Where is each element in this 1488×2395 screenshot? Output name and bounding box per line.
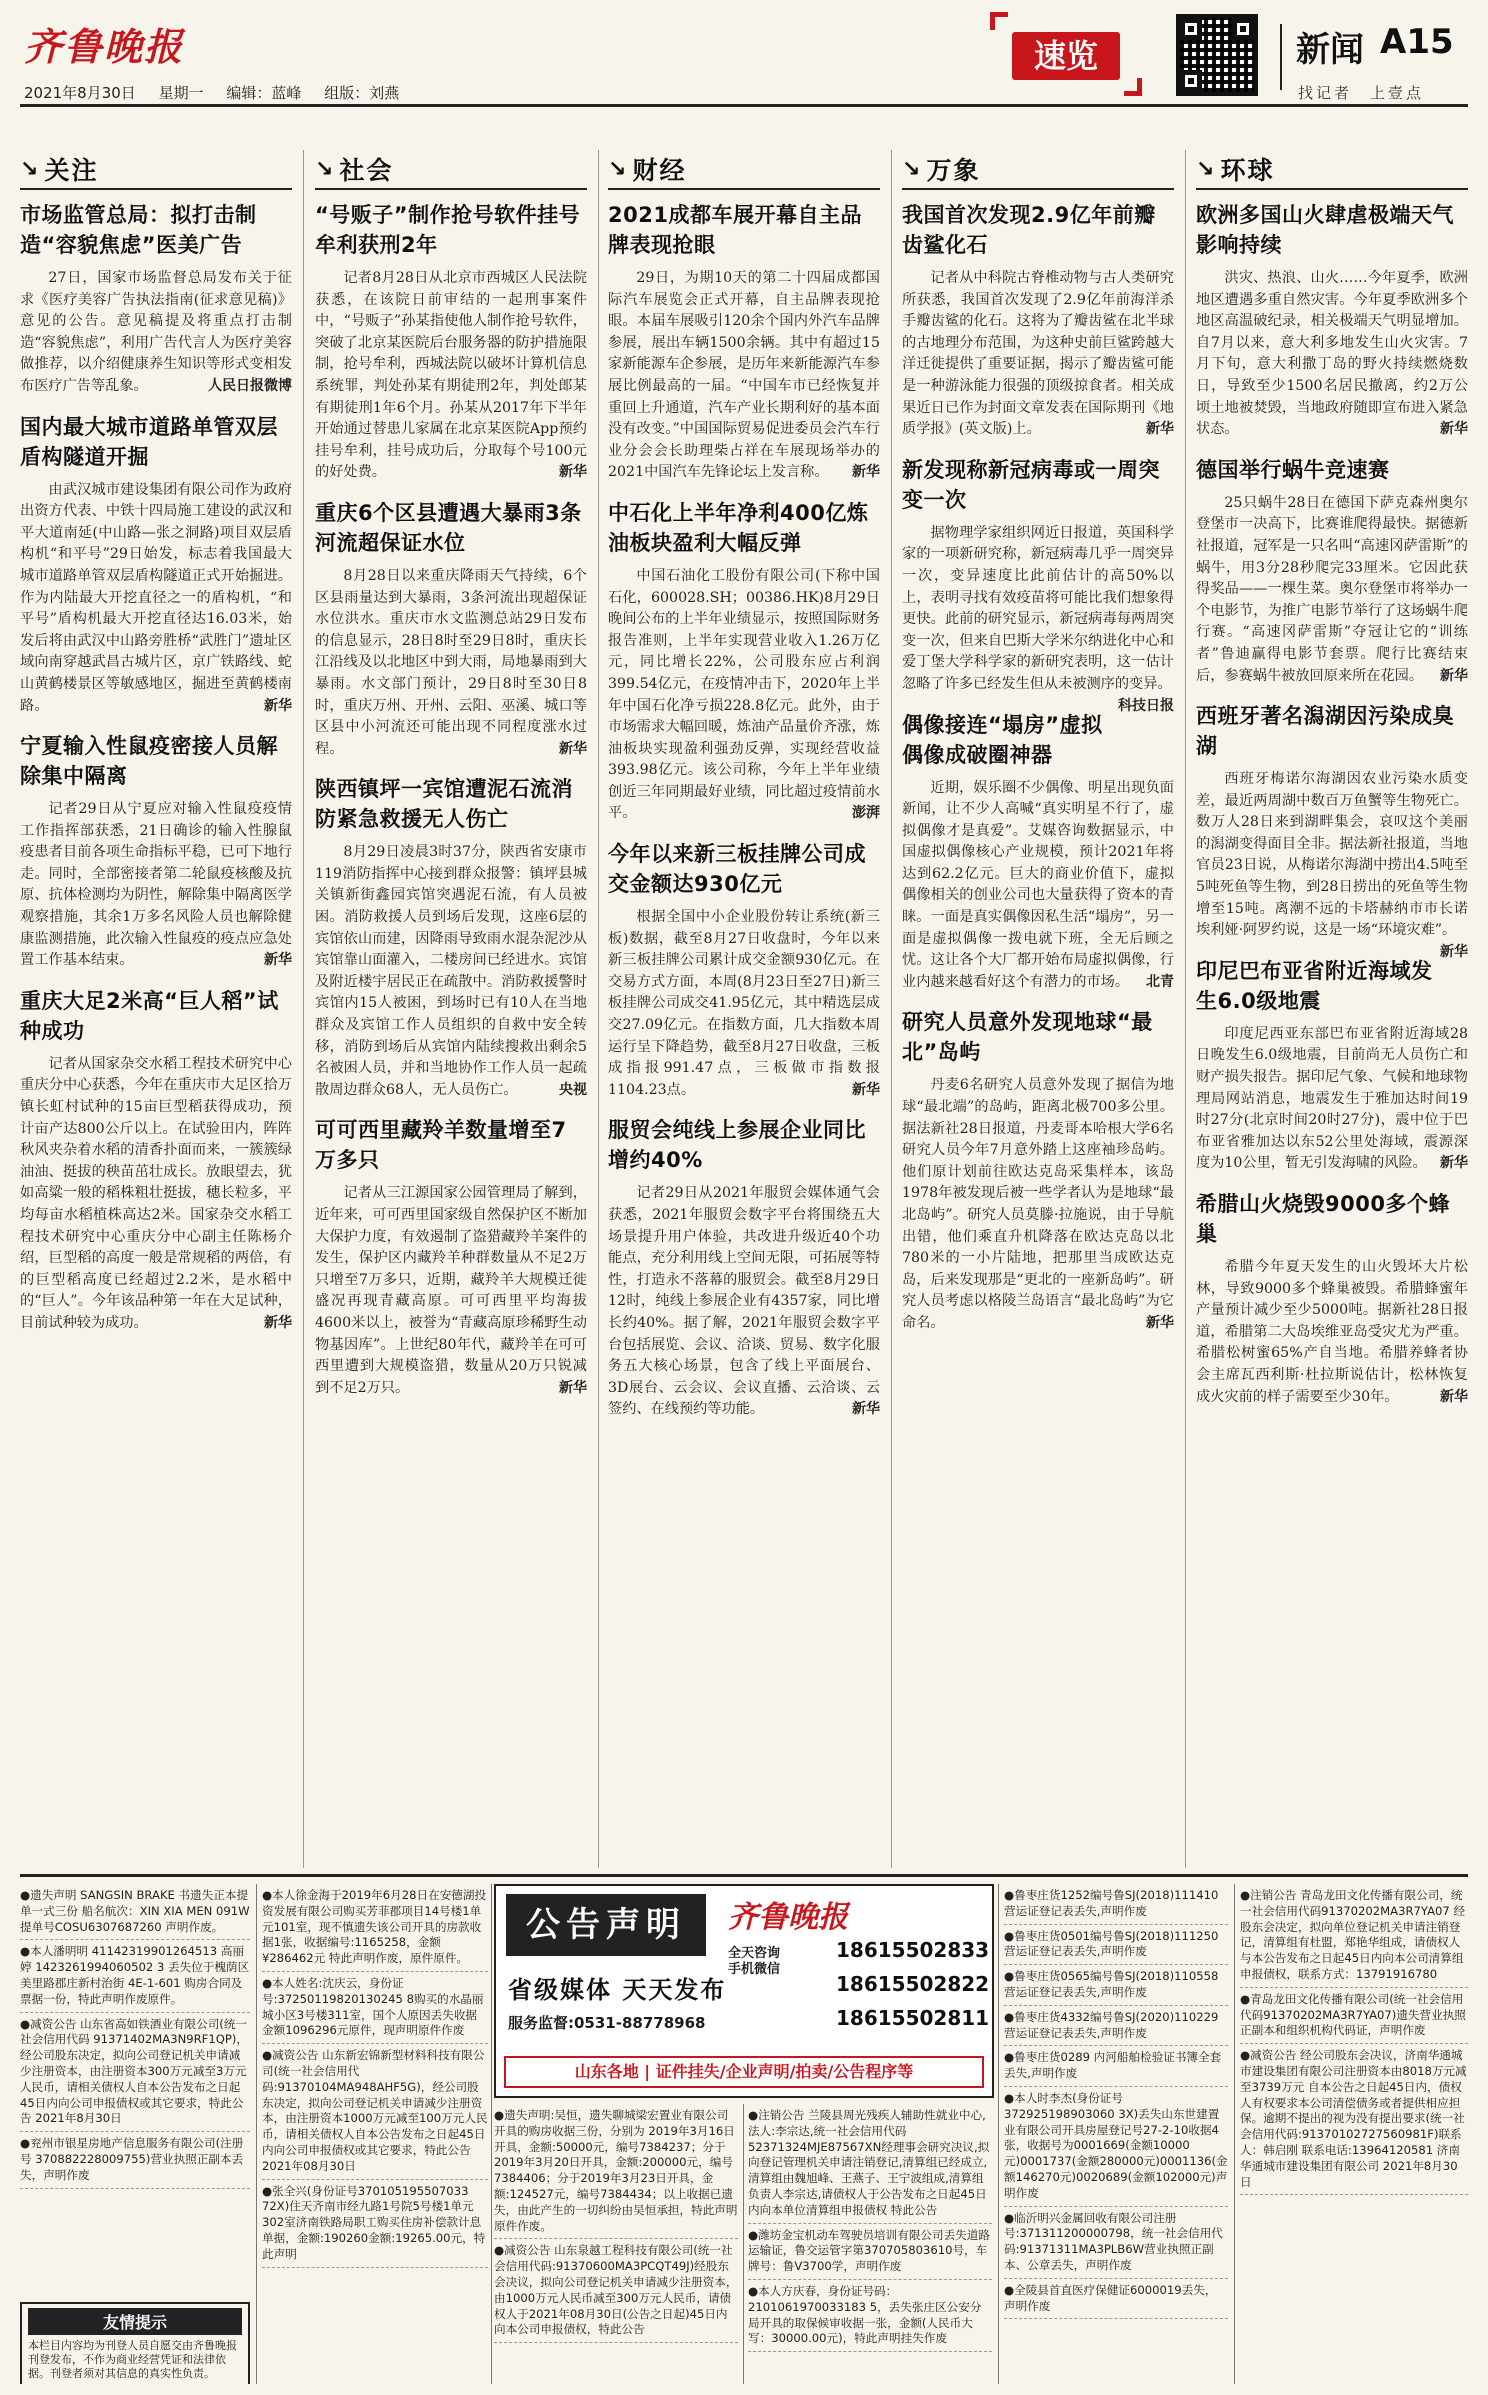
article-source: 新华 [852, 1081, 880, 1098]
column-divider [598, 150, 599, 1868]
article-text: 记者从三江源国家公园管理局了解到，近年来，可可西里国家级自然保护区不断加大保护力度，有效遏制了盗猎藏羚羊案件的发生，保护区内藏羚羊种群数量从不足2万只增至7万多只，近期，藏羚羊大规模迁徙盛况再现青藏高原。可可西里平均海拔4600米以上，被誉为“青藏高原珍稀野生动物基因库”。上世纪80年代，藏羚羊在可可西里遭到大规模盗猎，数量从20万只锐减到不足2万只。 [315, 1185, 587, 1396]
friendly-tip-title: 友情提示 [28, 2308, 242, 2335]
notice-advert-box [494, 1884, 994, 2098]
news-article [1196, 200, 1468, 441]
article-text: 据物理学家组织网近日报道，英国科学家的一项新研究称，新冠病毒几乎一周突异一次，变异速度比此前估计的高50%以上，表明寻找有效疫苗将可能比我们想象得更快。此前的研究显示，新冠病毒每两周突变一次，但来自巴斯大学米尔纳进化中心和爱丁堡大学科学家的新研究表明，这一估计忽略了许多已经发生但从未被测序的变异。 [902, 524, 1174, 692]
article-body [608, 907, 880, 1101]
article-body [20, 1054, 292, 1335]
article-source: 新华 [1440, 421, 1468, 438]
arrow-down-right-icon: ↘ [902, 156, 921, 182]
article-headline[interactable]: 今年以来新三板挂牌公司成交金额达930亿元 [608, 842, 866, 897]
masthead-rule [20, 104, 1468, 107]
corner-bracket-icon [990, 12, 1008, 30]
classified-notice: ●青岛龙田文化传播有限公司(统一社会信用代码91370202MA3R7YA07)遗失营业执照正副本和组织机构代码证，声明作废 [1240, 1988, 1468, 2044]
ads-divider-rule [20, 1874, 1468, 1877]
ads-column-4 [748, 2104, 992, 2384]
classified-notice: ●注销公告 兰陵县周光残疾人辅助性就业中心,法人:李宗达,统一社会信用代码 52371324MJE87567XN经理事会研究决议,拟向登记管理机关申请注销登记,清算组已经成立,清算组由魏旭峰、王燕子、王宁波组成,清算组负责人李宗达,请债权人于公告发布之日起45日内向本单位清算组申报债权 特此公告 [748, 2104, 992, 2224]
ads-column-6 [1240, 1884, 1468, 2384]
article-source: 新华 [1440, 943, 1468, 960]
column-divider [303, 150, 304, 1868]
news-article [20, 200, 292, 398]
article-text: 近期，娱乐圈不少偶像、明星出现负面新闻，让不少人高喊“真实明星不行了，虚拟偶像才是真爱”。艾媒咨询数据显示，中国虚拟偶像核心产业规模，预计2021年将达到62.2亿元。巨大的商业价值下，虚拟偶像相关的创业公司也大量获得了资本的青睐。一面是真实偶像因私生活“塌房”，另一面是虚拟偶像一拨电就下班，全无后顾之忧。这让各个大厂都开始布局虚拟偶像，行业内越来越看好这个有潜力的市场。 [902, 779, 1174, 990]
issue-weekday: 星期一 [158, 84, 204, 102]
article-headline[interactable]: “号贩子”制作抢号软件挂号牟利获刑2年 [315, 203, 581, 257]
classified-notice: ●鲁枣庄货0565编号鲁SJ(2018)110558营运证登记表丢失,声明作废 [1004, 1965, 1228, 2006]
article-body [608, 268, 880, 484]
ads-column-divider [256, 1884, 257, 2384]
article-headline[interactable]: 希腊山火烧毁9000多个蜂巢 [1196, 1192, 1450, 1246]
news-article [1196, 1189, 1468, 1408]
column-header [20, 150, 292, 190]
classified-notice: ●鲁枣庄货0289 内河船舶检验证书簿全套丢失,声明作废 [1004, 2046, 1228, 2087]
classified-notice: ●本人潘明明 41142319901264513 高丽婷 1423261994060502 3 丢失位于槐荫区美里路郡庄新村治街 4E-1-601 购房合同及票据一份，特此声明作废原件。 [20, 1940, 250, 2012]
article-headline[interactable]: 市场监管总局：拟打击制造“容貌焦虑”医美广告 [20, 203, 257, 257]
news-article [1196, 455, 1468, 687]
article-text: 中国石油化工股份有限公司(下称中国石化，600028.SH；00386.HK)8月29日晚间公布的上半年业绩显示，按照国际财务报告准则，上半年实现营业收入1.26万亿元，同比增长22%，公司股东应占利润399.54亿元，在疫情冲击下，2020年上半年中国石化净亏损228.8亿元。此外，由于市场需求大幅回暖，炼油产品量价齐涨，炼油板块实现盈利强劲反弹，实现经营收益393.98亿元。该公司称，今年上半年业绩创近三年同期最好业绩，同比超过疫情前水平。 [608, 567, 880, 822]
classified-notice: ●本人徐金海于2019年6月28日在安德湖投资发展有限公司购买芳菲郡项目14号楼1单元101室，现不慎遗失该公司开具的房款收据1张，收据编号:1165258，金额¥286462元 特此声明作废，原件原件。 [262, 1884, 488, 1972]
reporter-line: 找记者 上壹点 [1298, 84, 1425, 102]
article-text: 洪灾、热浪、山火……今年夏季，欧洲地区遭遇多重自然灾害。今年夏季欧洲多个地区高温破纪录，相关极端天气明显增加。自7月以来，意大利多地发生山火灾害。7月下旬，意大利撒丁岛的野火持续燃烧数日，导致至少1500名居民撤离，约2万公顷土地被焚毁，当地政府随即宣布进入紧急状态。 [1196, 270, 1468, 438]
advert-phone-1[interactable]: 18615502833 [836, 1938, 990, 1962]
article-text: 记者8月28日从北京市西城区人民法院获悉，在该院日前审结的一起刑事案件中，“号贩子”孙某指使他人制作抢号软件，突破了北京某医院后台服务器的防护措施限制，抢号牟利，西城法院以破坏计算机信息系统罪，判处孙某有期徒刑2年，判处郎某有期徒刑1年6个月。孙某从2017年下半年开始通过替患儿家属在北京某医院App预约挂号牟利，挂号成功后，分取每个号100元的好处费。 [315, 270, 587, 481]
column-title: 环球 [1220, 156, 1275, 185]
article-source: 新华 [1146, 421, 1174, 438]
article-body [1196, 268, 1468, 441]
ads-column-2 [262, 1884, 488, 2384]
article-source: 新华 [1440, 1388, 1468, 1405]
issue-line [24, 82, 417, 103]
classified-notice: ●鲁枣庄货4332编号鲁SJ(2020)110229营运证登记表丢失,声明作废 [1004, 2006, 1228, 2047]
news-article [608, 498, 880, 825]
article-headline[interactable]: 我国首次发现2.9亿年前瓣齿鲨化石 [902, 203, 1156, 257]
classified-notice: ●本人方庆春，身份证号码：2101061970033183 5，丢失张庄区公安分局开具的取保候审收据一张，金额(人民币大写：30000.00元)，特此声明挂失作废 [748, 2280, 992, 2352]
article-headline[interactable]: 印尼巴布亚省附近海域发生6.0级地震 [1196, 958, 1433, 1013]
news-column [20, 150, 292, 1868]
classified-notice: ●减资公告 山东省高如铁酒业有限公司(统一社会信用代码 91371402MA3N9RF1QP)，经公司股东决定，拟向公司登记机关申请减少注册资本，由注册资本300万元减至3万元人民币，请相关债权人自本公告发布之日起45日内向公司申报债权或其它要求，特此公告 2021年8月30日 [20, 2013, 250, 2133]
column-header [315, 150, 587, 190]
advert-categories: 山东各地 | 证件挂失/企业声明/拍卖/公告程序等 [504, 2056, 984, 2088]
classified-notice: ●全陵县首直医疗保健证6000019丢失，声明作废 [1004, 2279, 1228, 2320]
qr-finder-icon [1180, 18, 1202, 40]
column-header [1196, 150, 1468, 190]
article-text: 记者29日从宁夏应对输入性鼠疫疫情工作指挥部获悉，21日确诊的输入性腺鼠疫患者目前各项生命指标平稳，已可下地行走。同时，全部密接者第二轮鼠疫核酸及抗原、抗体检测均为阴性，解除集中隔离医学观察措施，其余1万多名风险人员也解除健康监测措施，此次输入性鼠疫的疫点应急处置工作基本结束。 [20, 801, 292, 969]
article-body [608, 566, 880, 825]
advert-phone-label-1: 全天咨询 [728, 1946, 781, 1961]
news-article [20, 412, 292, 718]
article-source: 新华 [852, 464, 880, 481]
advert-phone-3[interactable]: 18615502811 [836, 2006, 990, 2030]
ads-column-5 [1004, 1884, 1228, 2384]
article-body [315, 268, 587, 484]
article-body [315, 842, 587, 1101]
article-body [20, 480, 292, 718]
friendly-tip-text: 本栏目内容均为刊登人员自愿交由齐鲁晚报刊登发布，不作为商业经营凭证和法律依据。刊登者须对其信息的真实性负责。 [28, 2339, 237, 2380]
advert-phone-label [728, 1946, 798, 1978]
arrow-down-right-icon: ↘ [315, 156, 334, 182]
ads-column-divider [1234, 1884, 1235, 2384]
advert-phone-label-2: 手机微信 [728, 1962, 781, 1977]
newspaper-logo: 齐鲁晚报 [24, 24, 185, 69]
article-text: 27日，国家市场监督总局发布关于征求《医疗美容广告执法指南(征求意见稿)》意见的公告。意见稿提及将重点打击制造“容貌焦虑”，利用广告代言人为医疗美容做推荐，以介绍健康养生知识等形式变相发布医疗广告等乱象。 [20, 270, 292, 394]
article-body [608, 1183, 880, 1421]
news-article [1196, 956, 1468, 1175]
classified-notice: ●本人时李杰(身份证号372925198903060 3X)丢失山东世建置业有限公司开具房屋登记号27-2-10收据4张，收据号为0001669(金额10000元)0001737(金额280000元)0001136(金额146270元)0020689(金额102000元)声明作废 [1004, 2087, 1228, 2207]
sulan-label: 速览 [1012, 32, 1120, 80]
classified-notice: ●遗失声明 SANGSIN BRAKE 书遗失正本提单一式三份 船名航次：XIN XIA MEN 091W 提单号COSU6307687260 声明作废。 [20, 1884, 250, 1940]
article-source: 新华 [264, 952, 292, 969]
news-article [902, 200, 1174, 441]
article-source: 新华 [1440, 1155, 1468, 1172]
news-column [902, 150, 1174, 1868]
article-text: 29日，为期10天的第二十四届成都国际汽车展览会正式开幕，自主品牌表现抢眼。本届车展吸引120余个国内外汽车品牌参展，展出车辆1500余辆。其中有超过15家新能源车企参展，是历年来新能源汽车参展比例最高的一届。“中国车市已经恢复并重回上升通道，汽车产业长期利好的基本面没有改变。”中国国际贸易促进委员会汽车行业分会会长助理柴占祥在车展现场举办的2021中国汽车先锋论坛上发言称。 [608, 270, 880, 481]
advert-logo: 齐鲁晚报 [728, 1900, 848, 1935]
classified-notice: ●注销公告 青岛龙田文化传播有限公司，统一社会信用代码91370202MA3R7YA07 经股东会决定，拟向单位登记机关申请注销登记，清算组有杜盟，郑艳华组成，请债权人与本公告发布之日起45日内向本公司清算组申报债权，联系方式：13791916780 [1240, 1884, 1468, 1988]
news-article [608, 1115, 880, 1421]
article-text: 记者从国家杂交水稻工程技术研究中心重庆分中心获悉，今年在重庆市大足区拾万镇长虹村试种的15亩巨型稻获得成功，预计亩产达800公斤以上。在试验田内，阵阵秋风夹杂着水稻的清香扑面而来，一簇簇绿油油、挺拔的秧苗茁壮成长。放眼望去，犹如高粱一般的稻株粗壮挺拔，穗长粒多，平均每亩水稻植株高达2米。国家杂交水稻工程技术研究中心重庆分中心副主任陈杨介绍，巨型稻的高度一般是常规稻的两倍，有的巨型稻高度已经超过2.2米，是水稻中的“巨人”。今年该品种第一年在大足试种，目前试种较为成功。 [20, 1055, 292, 1331]
article-source: 新华 [1440, 667, 1468, 684]
article-source: 人民日报微博 [208, 377, 292, 394]
classified-notice: ●潍坊金宝机动车驾驶员培训有限公司丢失道路运输证，鲁交运管字第370705803610号，车牌号：鲁V3700学，声明作废 [748, 2224, 992, 2280]
issue-layout: 组版：刘燕 [324, 84, 400, 102]
article-body [902, 268, 1174, 441]
qr-code-icon[interactable] [1176, 14, 1258, 96]
classified-notice: ●鲁枣庄货1252编号鲁SJ(2018)111410营运证登记表丢失,声明作废 [1004, 1884, 1228, 1925]
article-source: 新华 [559, 464, 587, 481]
article-body [20, 268, 292, 398]
advert-title: 公告声明 [526, 1905, 686, 1945]
article-text: 由武汉城市建设集团有限公司作为政府出资方代表、中铁十四局施工建设的武汉和平大道南延(中山路—张之洞路)项目双层盾构机“和平号”29日始发，标志着我国最大城市道路单管双层盾构隧道正式开始掘进。作为内陆最大开挖直径之一的盾构机，“和平号”盾构机最大开挖直径达16.03米，始发后将由武汉中山路旁胜桥“武胜门”遗址区域向南穿越武昌古城片区，京广铁路线、蛇山黄鹤楼景区等敏感地区，掘进至黄鹤楼南路。 [20, 481, 292, 714]
article-body [20, 799, 292, 972]
news-article [315, 1115, 587, 1399]
article-headline[interactable]: 重庆6个区县遭遇大暴雨3条河流超保证水位 [315, 500, 582, 555]
article-headline[interactable]: 中石化上半年净利400亿炼油板块盈利大幅反弹 [608, 500, 869, 555]
ads-column-divider [998, 1884, 999, 2384]
column-divider [1185, 150, 1186, 1868]
ads-column-divider [491, 1884, 492, 2384]
advert-slogan: 省级媒体 天天发布 [508, 1976, 727, 2004]
news-article [902, 455, 1174, 714]
news-article [20, 731, 292, 972]
news-column [608, 150, 880, 1868]
article-body [1196, 1257, 1468, 1408]
article-body [1196, 769, 1468, 960]
friendly-tip [20, 2302, 250, 2384]
qr-finder-icon [1180, 70, 1202, 92]
article-text: 丹麦6名研究人员意外发现了据信为地球“最北端”的岛屿，距离北极700多公里。据法新社28日报道，丹麦哥本哈根大学6名研究人员今年7月意外踏上这座袖珍岛屿。他们原计划前往欧达克岛采集样本，该岛1978年被发现后被一些学者认为是地球“最北岛屿”。研究人员莫滕·拉施说，由于导航出错，他们乘直升机降落在欧达克岛以北780米的一小片陆地，把那里当成欧达克岛，后来发现那是“更北的一座新岛屿”。研究人员考虑以格陵兰岛语言“最北岛屿”为它命名。 [902, 1077, 1174, 1331]
news-article [315, 774, 587, 1101]
column-header [608, 150, 880, 190]
article-source: 新华 [559, 1379, 587, 1396]
news-article [902, 710, 1174, 994]
article-body [315, 1183, 587, 1399]
news-column [1196, 150, 1468, 1868]
masthead-divider [1280, 24, 1282, 90]
article-source: 新华 [852, 1401, 880, 1418]
article-text: 根据全国中小企业股份转让系统(新三板)数据，截至8月27日收盘时，今年以来新三板挂牌公司累计成交金额930亿元。在交易方式方面，本周(8月23日至27日)新三板挂牌公司成交41.95亿元，其中精选层成交27.09亿元。在指数方面，几大指数本周运行呈下降趋势，截至8月27日收盘，三板成指报991.47点，三板做市指数报1104.23点。 [608, 909, 880, 1098]
advert-hotline: 服务监督:0531-88778968 [508, 2014, 706, 2032]
article-headline[interactable]: 新发现称新冠病毒或一周突变一次 [902, 457, 1160, 512]
article-headline[interactable]: 重庆大足2米高“巨人稻”试种成功 [20, 988, 279, 1043]
issue-date: 2021年8月30日 [24, 84, 136, 102]
article-source: 新华 [264, 697, 292, 714]
article-source: 新华 [559, 740, 587, 757]
article-headline[interactable]: 国内最大城市道路单管双层盾构隧道开掘 [20, 414, 278, 469]
article-body [902, 1075, 1174, 1334]
advert-phone-2[interactable]: 18615502822 [836, 1972, 990, 1996]
article-text: 西班牙梅诺尔海湖因农业污染水质变差，最近两周湖中数百万鱼蟹等生物死亡。数万人28日来到湖畔集会，哀叹这个美丽的潟湖变得面目全非。据法新社报道，当地官员23日说，从梅诺尔海湖中捞出4.5吨至5吨死鱼等生物，到28日捞出的死鱼等生物增至15吨。离潮不远的卡塔赫纳市市长诺埃利娅·阿罗约说，这是一场“环境灾难”。 [1196, 771, 1468, 939]
article-headline[interactable]: 2021成都车展开幕自主品牌表现抢眼 [608, 203, 862, 257]
sulan-badge [990, 12, 1142, 96]
classified-notice: ●本人姓名:沈庆云，身份证号:37250119820130245 8购买的水晶丽城小区3号楼311室，国个人原因丢失收据金额1096296元原件，现声明原件作废 [262, 1972, 488, 2044]
article-headline[interactable]: 偶像接连“塌房”虚拟偶像成破圈神器 [902, 712, 1103, 767]
arrow-down-right-icon: ↘ [608, 156, 627, 182]
arrow-down-right-icon: ↘ [20, 156, 39, 182]
article-body [1196, 493, 1468, 687]
article-text: 记者从中科院古脊椎动物与古人类研究所获悉，我国首次发现了2.9亿年前海洋杀手瓣齿鲨的化石。这将为了瓣齿鲨在北半球的古地理分布范围，为这种史前巨鲨跨越大洋迁徙提供了重要证据，揭示了瓣齿鲨可能是一种游泳能力很强的顶级掠食者。相关成果近日已作为封面文章发表在国际期刊《地质学报》(英文版)上。 [902, 270, 1174, 438]
column-divider [891, 150, 892, 1868]
news-article [315, 498, 587, 760]
article-text: 25只蜗牛28日在德国下萨克森州奥尔登堡市一决高下，比赛谁爬得最快。据德新社报道，冠军是一只名叫“高速冈萨雷斯”的蜗牛，用3分28秒爬完33厘米。它因此获得奖品——一棵生菜。奥尔登堡市将举办一个电影节，为推广电影节举行了这场蜗牛爬行赛。“高速冈萨雷斯”夺冠让它的“训练者”鲁迪赢得电影节套票。爬行比赛结束后，参赛蜗牛被放回原来所在花园。 [1196, 494, 1468, 684]
article-body [315, 566, 587, 760]
article-text: 印度尼西亚东部巴布亚省附近海域28日晚发生6.0级地震，目前尚无人员伤亡和财产损失报告。据印尼气象、气候和地球物理局网站消息，地震发生于雅加达时间19时27分(北京时间20时27分)，震中位于巴布亚省雅加达以东52公里处海域，震源深度为10公里，暂无引发海啸的风险。 [1196, 1025, 1468, 1172]
classified-notice: ●临沂明兴金属回收有限公司注册号:371311200000798，统一社会信用代码:91371311MA3PLB6W营业执照正副本、公章丢失，声明作废 [1004, 2207, 1228, 2279]
article-body [1196, 1024, 1468, 1175]
friendly-tip-box [20, 2296, 250, 2384]
column-title: 财经 [632, 156, 687, 185]
classified-notice: ●张全兴(身份证号370105195507033 72X)住天齐南市经九路1号院5号楼1单元302室济南铁路局职工购买住房补偿款计息单据，金额:190260金额:19265.00元，特此声明 [262, 2180, 488, 2268]
article-headline[interactable]: 欧洲多国山火肆虐极端天气影响持续 [1196, 203, 1454, 257]
article-source: 新华 [1146, 1314, 1174, 1331]
news-article [315, 200, 587, 484]
classified-notice: ●减资公告 山东泉越工程科技有限公司(统一社会信用代码:91370600MA3PCQT49J)经股东会决议，拟向公司登记机关申请减少注册资本，由1000万元人民币减至300万元人民币，请债权人于2021年08月30日(公告之日起)45日内向本公司申报债权，特此公告 [494, 2239, 738, 2343]
article-body [902, 523, 1174, 714]
classified-notice: ●兖州市银星房地产信息服务有限公司(注册号 370882228009755)营业执照正副本丢失，声明作废 [20, 2132, 250, 2188]
classified-notice: ●减资公告 经公司股东会决议，济南华通城市建设集团有限公司注册资本由8018万元减至3739万元 自本公告之日起45日内，债权人有权要求本公司清偿债务或者提供相应担保。逾期不提出的视为没有提出要求(统一社会信用代码:91370102727560981F)联系人：韩启刚 联系电话:13964120581 济南华通城市建设集团有限公司 2021年8月30日 [1240, 2044, 1468, 2195]
article-source: 新华 [264, 1314, 292, 1331]
ads-column-divider [743, 2104, 744, 2384]
article-text: 记者29日从2021年服贸会媒体通气会获悉，2021年服贸会数字平台将围绕五大场景提升用户体验，共改进升级近40个功能点，充分利用线上空间无限，可拓展等特性，打造永不落幕的服贸会。截至8月29日12时，纯线上参展企业有4357家，同比增长约40%。据了解，2021年服贸会数字平台包括展览、会议、洽谈、贸易、数字化服务五大核心场景，包含了线上平面展台、3D展台、云会议、会议直播、云洽谈、云签约、在线预约等功能。 [608, 1185, 880, 1418]
masthead [0, 0, 1488, 140]
article-text: 8月29日凌晨3时37分，陕西省安康市119消防指挥中心接到群众报警：镇坪县城关镇新街鑫园宾馆突遇泥石流，有人员被困。消防救援人员到场后发现，这座6层的宾馆依山而建，因降雨导致雨水混杂泥沙从宾馆靠山面灌入，二楼房间已经进水。宾馆及附近楼宇居民正在疏散中。消防救援警时宾馆内15人被困，到场时已有10人在当地群众及宾馆工作人员组织的自救中安全转移，消防到场后从宾馆内陆续搜救出剩余5名被困人员，并和当地协作工作人员一起疏散周边群众68人，无人员伤亡。 [315, 844, 587, 1098]
article-headline[interactable]: 西班牙著名潟湖因污染成臭湖 [1196, 704, 1454, 759]
section-name: 新闻 [1296, 30, 1364, 70]
column-title: 万象 [926, 156, 981, 185]
article-source: 北青 [1146, 973, 1174, 990]
news-article [1196, 701, 1468, 960]
arrow-down-right-icon: ↘ [1196, 156, 1215, 182]
news-article [20, 986, 292, 1335]
classified-notice: ●减资公告 山东新宏锦新型材料科技有限公司(统一社会信用代码:91370104MA948AHF5G)，经公司股东决定，拟向公司登记机关申请减少注册资本，由注册资本1000万元减至100万元人民币，请相关债权人自本公告发布之日起45日内向公司申报债权或其它要求，特此公告 2021年08月30日 [262, 2044, 488, 2179]
column-header [902, 150, 1174, 190]
issue-editor: 编辑：蓝峰 [226, 84, 302, 102]
article-headline[interactable]: 陕西镇坪一宾馆遭泥石流消防紧急救援无人伤亡 [315, 777, 573, 832]
article-headline[interactable]: 服贸会纯线上参展企业同比增约40% [608, 1118, 866, 1173]
article-headline[interactable]: 可可西里藏羚羊数量增至7万多只 [315, 1118, 567, 1173]
article-text: 希腊今年夏天发生的山火毁坏大片松林，导致9000多个蜂巢被毁。希腊蜂蜜年产量预计减少至少5000吨。据新社28日报道，希腊第二大岛埃维亚岛受灾尤为严重。希腊松树蜜65%产自当地。希腊养蜂者协会主席瓦西利斯·杜拉斯说估计，松林恢复成火灾前的样子需要至少30年。 [1196, 1259, 1468, 1405]
page-number: A15 [1380, 22, 1454, 62]
article-headline[interactable]: 宁夏输入性鼠疫密接人员解除集中隔离 [20, 734, 278, 789]
article-source: 科技日报 [1118, 697, 1174, 714]
article-source: 澎湃 [852, 805, 880, 822]
article-body [902, 778, 1174, 994]
column-title: 关注 [44, 156, 99, 185]
ads-column-3 [494, 2104, 738, 2384]
classified-notice: ●遗失声明:吴恒，遗失聊城梁宏置业有限公司开具的购房收据三份，分别为 2019年3月16日开具，金额:50000元，编号7384237；分于2019年3月20日开具，金额:200000元，编号7384406；分于2019年3月23日开具，金额:124527元，编号7384434；以上收据已遗失，由此产生的一切纠纷由吴恒承担，特此声明原件作废。 [494, 2104, 738, 2239]
qr-finder-icon [1232, 18, 1254, 40]
article-text: 8月28日以来重庆降雨天气持续，6个区县雨量达到大暴雨，3条河流出现超保证水位洪水。重庆市水文监测总站29日发布的信息显示，28日8时至29日8时，重庆长江沿线及以北地区中到大雨，局地暴雨到大暴雨。水文部门预计，29日8时至30日8时，重庆万州、开州、云阳、巫溪、城口等区县中小河流还可能出现不同程度涨水过程。 [315, 567, 587, 757]
news-article [902, 1007, 1174, 1334]
classified-notice: ●鲁枣庄货0501编号鲁SJ(2018)111250营运证登记表丢失,声明作废 [1004, 1925, 1228, 1966]
advert-title-block [506, 1894, 706, 1956]
news-article [608, 839, 880, 1101]
news-article [608, 200, 880, 484]
corner-bracket-icon [1124, 78, 1142, 96]
article-headline[interactable]: 德国举行蜗牛竞速赛 [1196, 457, 1390, 482]
news-column [315, 150, 587, 1868]
article-source: 央视 [559, 1081, 587, 1098]
article-headline[interactable]: 研究人员意外发现地球“最北”岛屿 [902, 1010, 1153, 1065]
column-title: 社会 [339, 156, 394, 185]
